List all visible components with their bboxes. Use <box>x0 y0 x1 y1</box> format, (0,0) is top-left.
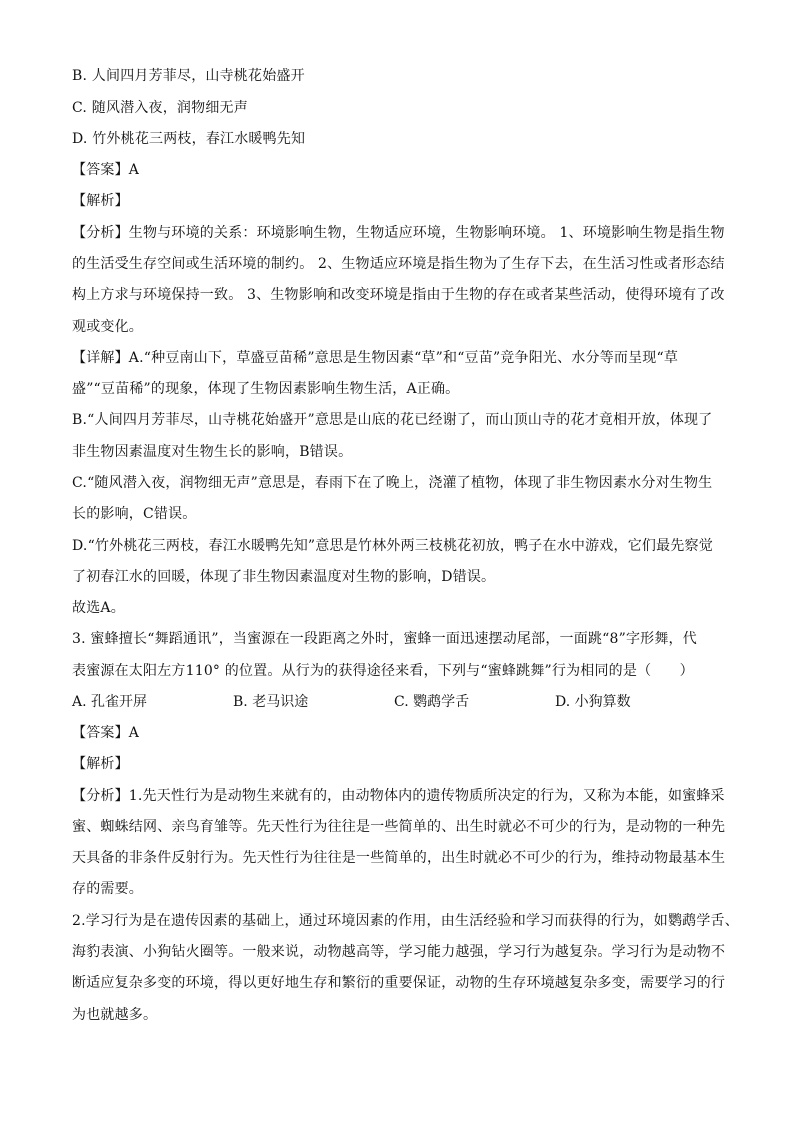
text-line: 为也就越多。 <box>72 1007 158 1023</box>
text-line: C.“随风潜入夜，润物细无声”意思是，春雨下在了晚上，浇灌了植物，体现了非生物因素水分对生物生 <box>72 475 713 491</box>
text-line: 【分析】1.先天性行为是动物生来就有的，由动物体内的遗传物质所决定的行为，又称为本能，如蜜蜂采 <box>72 788 725 804</box>
option-c: C. 鹦鹉学舌 <box>394 694 470 710</box>
text-line: B.“人间四月芳菲尽，山寺桃花始盛开”意思是山底的花已经谢了，而山顶山寺的花才竟相开放，体现了 <box>72 412 713 428</box>
question-3: 3. 蜜蜂擅长“舞蹈通讯”，当蜜源在一段距离之外时，蜜蜂一面迅速摆动尾部，一面跳“8”字形舞，代 <box>72 631 697 647</box>
analysis-label: 【解析】 <box>72 756 129 772</box>
text-line: 天具备的非条件反射行为。先天性行为往往是一些简单的，出生时就必不可少的行为，维持动物最基本生 <box>72 850 726 866</box>
text-line: 了初春江水的回暖，体现了非生物因素温度对生物的影响，D错误。 <box>72 569 496 585</box>
text-line: C. 随风潜入夜，润物细无声 <box>72 100 248 116</box>
text-line: 故选A。 <box>72 600 125 616</box>
text-line: 存的需要。 <box>72 881 143 897</box>
option-a: A. 孔雀开屏 <box>72 694 148 710</box>
answer-label: 【答案】A <box>72 725 140 741</box>
text-line: 的生活受生存空间或生活环境的制约。 2、生物适应环境是指生物为了生存下去，在生活习性或者形态结 <box>72 256 725 272</box>
text-line: 海豹表演、小狗钻火圈等。一般来说，动物越高等，学习能力越强，学习行为越复杂。学习行为是动物不 <box>72 944 726 960</box>
answer-label: 【答案】A <box>72 162 140 178</box>
text-line: 【详解】A.“种豆南山下，草盛豆苗稀”意思是生物因素“草”和“豆苗”竞争阳光、水分等而呈现“草 <box>72 350 679 366</box>
text-line: 蜜、蜘蛛结网、亲鸟育雏等。先天性行为往往是一些简单的、出生时就必不可少的行为，是动物的一种先 <box>72 819 726 835</box>
option-b: B. 老马识途 <box>233 694 309 710</box>
question-3: 表蜜源在太阳左方110° 的位置。从行为的获得途径来看，下列与“蜜蜂跳舞”行为相同的是（ ） <box>72 663 694 679</box>
text-line: B. 人间四月芳菲尽，山寺桃花始盛开 <box>72 68 305 84</box>
text-line: D.“竹外桃花三两枝，春江水暖鸭先知”意思是竹林外两三枝桃花初放，鸭子在水中游戏，它们最先察觉 <box>72 538 713 554</box>
analysis-label: 【解析】 <box>72 193 129 209</box>
text-line: 长的影响，C错误。 <box>72 506 197 522</box>
text-line: 【分析】生物与环境的关系：环境影响生物，生物适应环境，生物影响环境。 1、环境影响生物是指生物 <box>72 225 725 241</box>
option-d: D. 小狗算数 <box>555 694 631 710</box>
text-line: 断适应复杂多变的环境，得以更好地生存和繁衍的重要保证，动物的生存环境越复杂多变，需要学习的行 <box>72 975 726 991</box>
text-line: 构上方求与环境保持一致。 3、生物影响和改变环境是指由于生物的存在或者某些活动，使得环境有了改 <box>72 287 725 303</box>
question-options <box>72 692 732 712</box>
text-line: 观或变化。 <box>72 319 143 335</box>
text-line: 2.学习行为是在遗传因素的基础上，通过环境因素的作用，由生活经验和学习而获得的行为，如鹦鹉学舌、 <box>72 913 739 929</box>
text-line: D. 竹外桃花三两枝，春江水暖鸭先知 <box>72 131 306 147</box>
text-line: 盛”“豆苗稀”的现象，体现了生物因素影响生物生活，A正确。 <box>72 381 460 397</box>
text-line: 非生物因素温度对生物生长的影响，B错误。 <box>72 444 353 460</box>
